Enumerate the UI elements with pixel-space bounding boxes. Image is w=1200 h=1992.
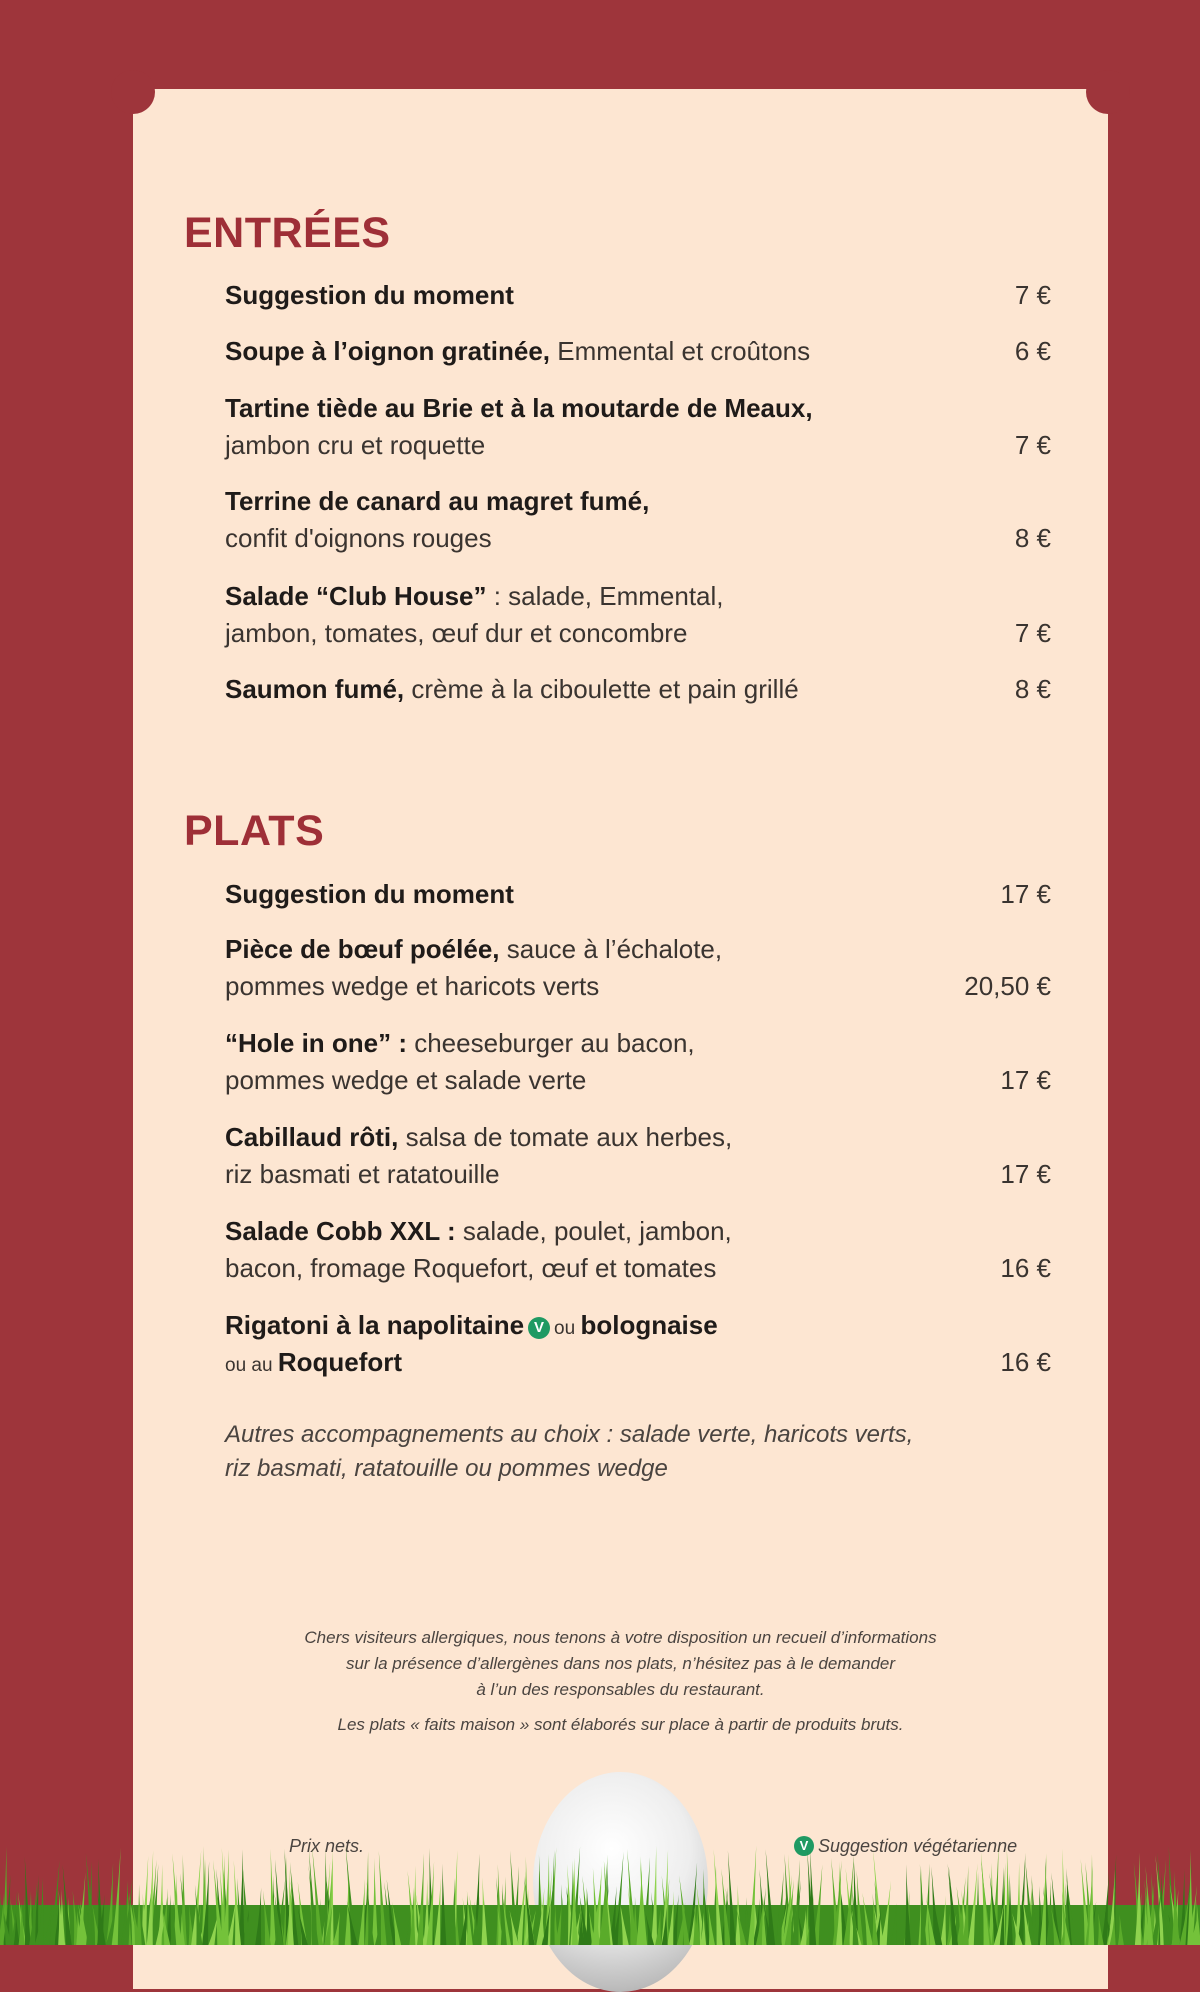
- menu-item: [225, 333, 1051, 370]
- menu-item: [225, 483, 1051, 557]
- menu-item-line: [225, 1250, 1051, 1287]
- veg-legend-label: Suggestion végétarienne: [818, 1836, 1018, 1856]
- prices-note: Prix nets.: [289, 1836, 365, 1856]
- dish-name: Suggestion du moment: [225, 879, 514, 909]
- dish-name: Soupe à l’oignon gratinée,: [225, 336, 551, 366]
- allergen-line: à l’un des responsables du restaurant.: [476, 1680, 765, 1699]
- menu-item-line: [225, 1025, 1051, 1062]
- section-title-plats: PLATS: [184, 807, 325, 855]
- menu-item-price: 7 €: [1014, 430, 1051, 460]
- dish-name: Saumon fumé,: [225, 674, 405, 704]
- menu-item: [225, 876, 1051, 913]
- menu-item: [225, 390, 1051, 464]
- menu-item-line: [225, 1119, 1051, 1156]
- grass-blade: [1187, 1849, 1193, 1945]
- note-line: Autres accompagnements au choix : salade verte, haricots verts,: [225, 1421, 914, 1448]
- section-title-entrees: ENTRÉES: [184, 209, 391, 257]
- note-line: riz basmati, ratatouille ou pommes wedge: [225, 1455, 668, 1482]
- dish-description: cheeseburger au bacon,: [407, 1028, 695, 1058]
- dish-description: Emmental et croûtons: [550, 336, 811, 366]
- grass-illustration: [0, 1845, 1200, 1945]
- menu-item-price: 17 €: [1000, 879, 1051, 909]
- menu-item-line: [225, 1062, 1051, 1099]
- allergen-line: Chers visiteurs allergiques, nous tenons à votre disposition un recueil d’informations: [304, 1628, 937, 1647]
- menu-item-price: 16 €: [1000, 1253, 1051, 1283]
- menu-item-price: 20,50 €: [964, 971, 1051, 1001]
- menu-item-line: [225, 968, 1051, 1005]
- menu-item-line: [225, 520, 1051, 557]
- allergen-notice: [133, 1625, 1108, 1738]
- menu-item-price: 8 €: [1014, 523, 1051, 553]
- grass-blade: [440, 1864, 446, 1945]
- menu-item: [225, 1025, 1051, 1099]
- dish-description: sauce à l’échalote,: [499, 934, 723, 964]
- menu-item-line: [225, 1344, 1051, 1381]
- menu-item: [225, 277, 1051, 314]
- dish-description: riz basmati et ratatouille: [225, 1159, 500, 1189]
- dish-name: Salade Cobb XXL :: [225, 1216, 456, 1246]
- menu-item-price: 7 €: [1014, 618, 1051, 648]
- allergen-line: sur la présence d’allergènes dans nos plats, n’hésitez pas à le demander: [345, 1654, 896, 1673]
- menu-item: [225, 1213, 1051, 1287]
- dish-name: Roquefort: [277, 1347, 403, 1377]
- menu-item-line: [225, 333, 1051, 370]
- dish-description: salade, poulet, jambon,: [455, 1216, 732, 1246]
- dish-name: Terrine de canard au magret fumé,: [225, 486, 650, 516]
- menu-item-line: [225, 931, 1051, 968]
- dish-description: ou au: [225, 1355, 278, 1376]
- side-dishes-note: [225, 1418, 913, 1486]
- dish-name: Cabillaud rôti,: [225, 1122, 399, 1152]
- dish-name: Salade “Club House”: [225, 581, 487, 611]
- dish-name: bolognaise: [580, 1310, 718, 1340]
- dish-name: Tartine tiède au Brie et à la moutarde de Meaux,: [225, 393, 813, 423]
- dish-description: pommes wedge et salade verte: [225, 1065, 587, 1095]
- dish-name: Pièce de bœuf poélée,: [225, 934, 500, 964]
- menu-item-line: [225, 277, 1051, 314]
- dish-description: confit d'oignons rouges: [225, 523, 492, 553]
- menu-item-price: 17 €: [1000, 1065, 1051, 1095]
- menu-item-line: [225, 578, 1051, 615]
- menu-item-line: [225, 427, 1051, 464]
- menu-item-price: 8 €: [1014, 674, 1051, 704]
- menu-item: [225, 578, 1051, 652]
- menu-item-line: [225, 615, 1051, 652]
- dish-name: “Hole in one” :: [225, 1028, 407, 1058]
- dish-name: Suggestion du moment: [225, 280, 514, 310]
- dish-description: crème à la ciboulette et pain grillé: [404, 674, 799, 704]
- menu-item-price: 16 €: [1000, 1347, 1051, 1377]
- menu-item-line: [225, 1307, 1051, 1344]
- card-corner-notch: [1086, 70, 1130, 114]
- menu-item-line: [225, 671, 1051, 708]
- menu-item-line: [225, 876, 1051, 913]
- dish-description: : salade, Emmental,: [486, 581, 724, 611]
- dish-description: jambon cru et roquette: [225, 430, 486, 460]
- menu-item: [225, 1307, 1051, 1381]
- menu-item-price: 17 €: [1000, 1159, 1051, 1189]
- vegetarian-icon: V: [794, 1836, 814, 1856]
- menu-item-line: [225, 1156, 1051, 1193]
- grass-blade: [372, 1858, 378, 1945]
- menu-item: [225, 1119, 1051, 1193]
- dish-name: Rigatoni à la napolitaine: [225, 1310, 525, 1340]
- menu-item-price: 6 €: [1014, 336, 1051, 366]
- dish-description: pommes wedge et haricots verts: [225, 971, 600, 1001]
- menu-item: [225, 671, 1051, 708]
- dish-description: salsa de tomate aux herbes,: [398, 1122, 733, 1152]
- menu-item-line: [225, 483, 1051, 520]
- dish-description: jambon, tomates, œuf dur et concombre: [225, 618, 688, 648]
- menu-item-line: [225, 390, 1051, 427]
- homemade-notice: Les plats « faits maison » sont élaborés sur place à partir de produits bruts.: [337, 1715, 904, 1734]
- menu-item: [225, 931, 1051, 1005]
- menu-item-price: 7 €: [1014, 280, 1051, 310]
- dish-description: ou: [554, 1318, 581, 1339]
- dish-description: bacon, fromage Roquefort, œuf et tomates: [225, 1253, 717, 1283]
- grass-blade: [905, 1864, 911, 1945]
- card-corner-notch: [111, 70, 155, 114]
- menu-item-line: [225, 1213, 1051, 1250]
- vegetarian-icon: V: [528, 1317, 550, 1339]
